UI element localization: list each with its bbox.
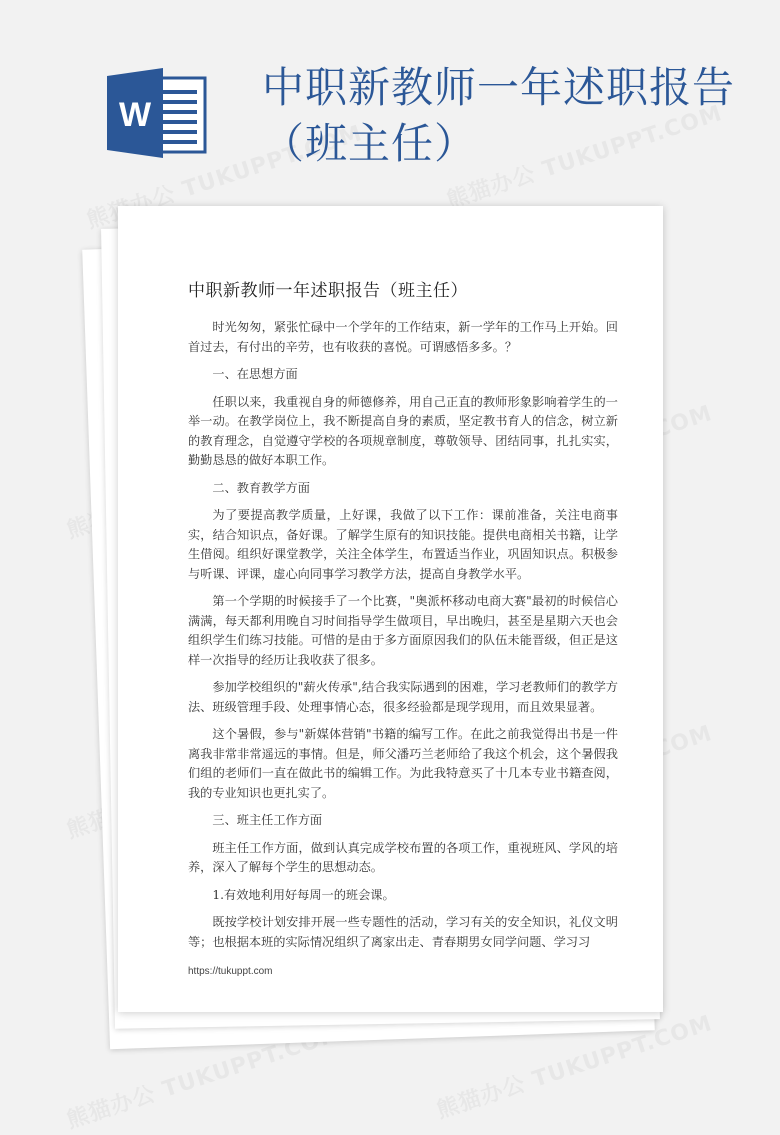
document-page (118, 206, 663, 1012)
paragraph: 为了要提高教学质量，上好课，我做了以下工作：课前准备，关注电商事实，结合知识点，备好课。了解学生原有的知识技能。提供电商相关书籍，让学生借阅。组织好课堂教学，关注全体学生，布置适当作业，巩固知识点。积极参与听课、评课，虚心向同事学习教学方法，提高自身教学水平。 (188, 508, 618, 581)
paragraph-intro: 时光匆匆，紧张忙碌中一个学年的工作结束，新一学年的工作马上开始。回首过去，有付出的辛劳，也有收获的喜悦。可谓感悟多多。？ (188, 320, 618, 354)
word-icon-letter: W (118, 96, 152, 134)
document-body (188, 318, 618, 960)
paragraph: 任职以来，我重视自身的师德修养，用自己正直的教师形象影响着学生的一举一动。在教学岗位上，我不断提高自身的素质，坚定教书育人的信念，树立新的教育理念，自觉遵守学校的各项规章制度，尊敬领导、团结同事，扎扎实实，勤勤恳恳的做好本职工作。 (188, 394, 618, 467)
paragraph: 班主任工作方面，做到认真完成学校布置的各项工作，重视班风、学风的培养，深入了解每个学生的思想动态。 (188, 840, 618, 874)
section-heading: 二、教育教学方面 (212, 480, 310, 495)
paragraph: 既按学校计划安排开展一些专题性的活动，学习有关的安全知识，礼仪文明等；也根据本班的实际情况组织了离家出走、青春期男女同学问题、学习习 (188, 915, 618, 949)
paragraph: 第一个学期的时候接手了一个比赛，"奥派杯移动电商大赛"最初的时候信心满满，每天都利用晚自习时间指导学生做项目，早出晚归，甚至是星期六天也会组织学生们练习技能。可惜的是由于多方面原因我们的队伍未能晋级，但正是这样一次指导的经历让我收获了很多。 (188, 594, 618, 667)
paragraph: 这个暑假，参与"新媒体营销"书籍的编写工作。在此之前我觉得出书是一件离我非常非常遥远的事情。但是，师父潘巧兰老师给了我这个机会，这个暑假我们组的老师们一直在做此书的编辑工作。为此我特意买了十几本专业书籍查阅，我的专业知识也更扎实了。 (188, 727, 618, 800)
footer-link[interactable]: https://tukuppt.com (188, 966, 273, 977)
document-title: 中职新教师一年述职报告（班主任） (188, 281, 468, 301)
page-title: 中职新教师一年述职报告（班主任） (262, 63, 736, 168)
section-heading: 一、在思想方面 (212, 367, 298, 381)
word-document-icon (107, 68, 207, 158)
section-heading: 三、班主任工作方面 (212, 813, 323, 827)
paragraph: 参加学校组织的"薪火传承",结合我实际遇到的困难，学习老教师们的教学方法、班级管理手段、处理事情心态，很多经验都是现学现用，而且效果显著。 (188, 680, 618, 714)
numbered-item: 1.有效地利用好每周一的班会课。 (212, 887, 395, 902)
